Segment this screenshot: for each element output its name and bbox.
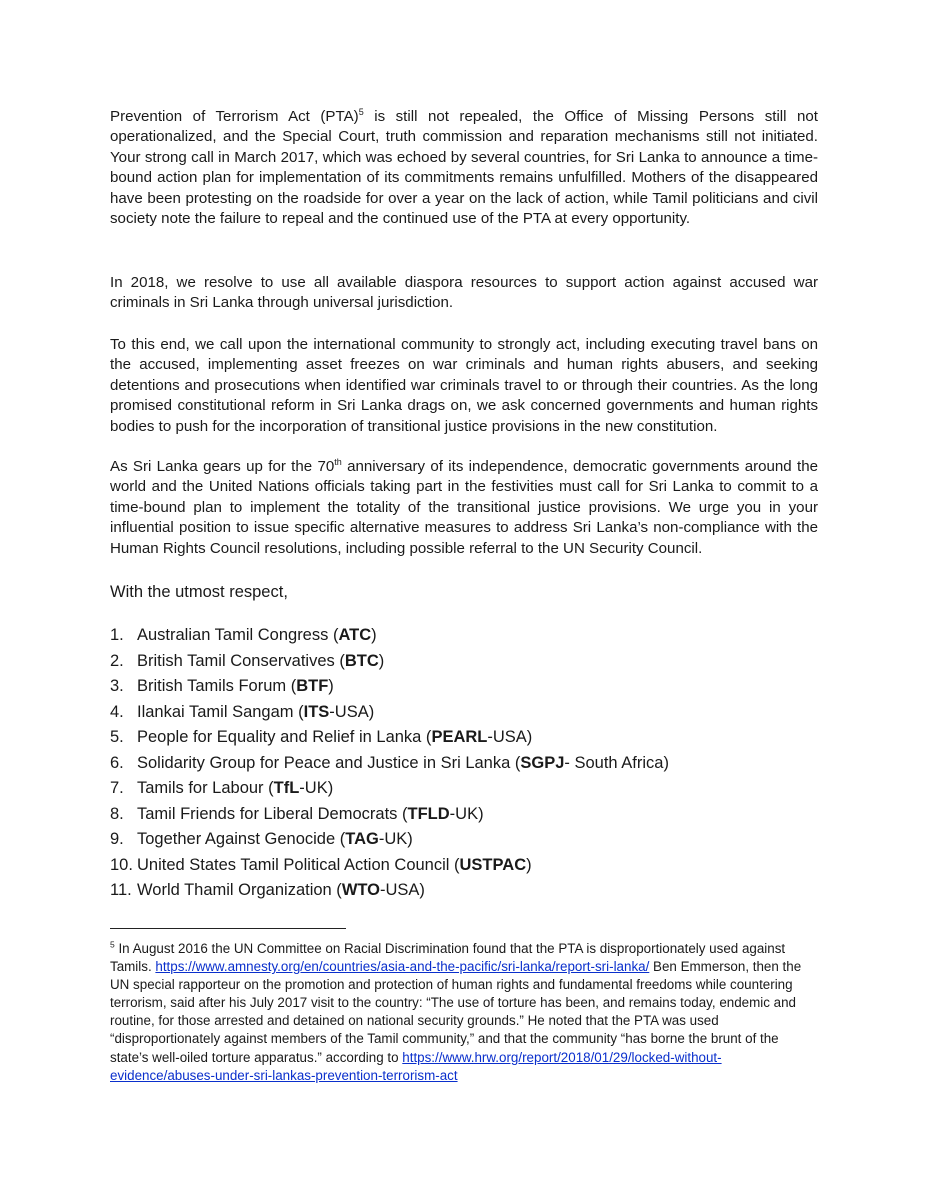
footnote-text: In August 2016 the UN Committee on Racial Discrimination found that the PTA is disproportionately used against Tamils. [110,941,786,975]
list-number: 3. [110,677,124,695]
list-number: 9. [110,830,124,848]
org-name: People for Equality and Relief in Lanka ( [137,728,432,746]
org-abbreviation: SGPJ [520,753,565,772]
footnote-marker: 5 [110,939,115,950]
list-item [110,623,669,649]
ordinal-suffix: th [334,456,342,467]
footnote-separator [110,928,346,929]
org-suffix: - South Africa) [564,753,669,772]
list-item [110,878,669,904]
list-number: 11. [110,881,132,899]
list-number: 10. [110,855,133,874]
org-name: World Thamil Organization ( [137,881,342,899]
list-item [110,649,669,675]
org-suffix: ) [328,677,334,695]
list-number: 7. [110,779,124,797]
org-name: United States Tamil Political Action Council ( [137,855,460,874]
org-suffix: -UK) [378,830,413,848]
paragraph-universal-jurisdiction: In 2018, we resolve to use all available diaspora resources to support action against accused war criminals in Sri Lanka through universal jurisdiction. [110,274,818,312]
list-number: 1. [110,626,124,644]
list-item [110,802,669,828]
list-item [110,700,669,726]
footnote-reference[interactable]: 5 [358,106,364,117]
org-suffix: -USA) [380,881,425,899]
list-item [110,751,669,777]
footnote-text: Ben Emmerson, then the UN special rapporteur on the promotion and protection of human rights and fundamental freedoms while countering terrorism, said after his July 2017 visit to the country: “The use of torture has been, and remains today, endemic and routine, for those arrested and detained on national security grounds.” He noted that the PTA was used “disproportionately against members of the Tamil community,” and that the community “has borne the brunt of the state’s well-oiled torture apparatus.” according to [110,959,802,1065]
org-abbreviation: TfL [273,779,300,797]
list-item [110,725,669,751]
org-abbreviation: WTO [341,881,381,899]
paragraph-text: anniversary of its independence, democratic governments around the world and the United Nations officials taking part in the festivities must call for Sri Lanka to commit to a time-bound plan to implement the totality of the transitional justice provisions. We urge you in your influential position to issue specific alternative measures to address Sri Lanka’s non-compliance with the Human Rights Council resolutions, including possible referral to the UN Security Council. [110,458,818,557]
paragraph-text: As Sri Lanka gears up for the 70 [110,458,335,475]
org-name: British Tamil Conservatives ( [137,651,345,670]
org-suffix: -UK) [449,804,484,823]
org-abbreviation: BTC [344,651,379,670]
paragraph-independence-anniversary [110,457,818,559]
org-suffix: ) [526,855,532,874]
org-name: Australian Tamil Congress ( [137,626,339,644]
org-name: Tamil Friends for Liberal Democrats ( [137,804,408,823]
hrw-report-link[interactable]: https://www.hrw.org/report/2018/01/29/locked-without-evidence/abuses-under-sri-lankas-prevention-terrorism-act [110,1049,722,1083]
org-abbreviation: ATC [338,626,372,644]
org-abbreviation: PEARL [431,728,488,746]
signatory-list [110,623,669,904]
list-item [110,827,669,853]
list-item [110,776,669,802]
org-name: Tamils for Labour ( [137,779,274,797]
org-suffix: ) [371,626,377,644]
list-item [110,674,669,700]
list-number: 2. [110,651,124,670]
org-abbreviation: TAG [345,830,379,848]
org-abbreviation: ITS [303,702,330,721]
closing-salutation: With the utmost respect, [110,583,288,601]
paragraph-text: is still not repealed, the Office of Missing Persons still not operationalized, and the Special Court, truth commission and reparation mechanisms still not initiated. Your strong call in March 2017, which was echoed by several countries, for Sri Lanka to announce a time-bound action plan for implementation of its commitments remains unfulfilled. Mothers of the disappeared have been protesting on the roadside for over a year on the lack of action, while Tamil politicians and civil society note the failure to repeal and the continued use of the PTA at every opportunity. [110,108,818,228]
org-name: Together Against Genocide ( [137,830,346,848]
list-number: 4. [110,702,124,721]
org-suffix: -USA) [487,728,533,746]
footnote [110,940,816,1085]
list-number: 8. [110,804,124,823]
org-abbreviation: TFLD [407,804,450,823]
org-abbreviation: BTF [296,677,329,695]
list-number: 5. [110,728,124,746]
org-name: Solidarity Group for Peace and Justice in Sri Lanka ( [137,753,521,772]
org-suffix: ) [378,651,385,670]
list-item [110,853,669,879]
org-abbreviation: USTPAC [459,855,527,874]
org-name: Ilankai Tamil Sangam ( [137,702,304,721]
paragraph-text: Prevention of Terrorism Act (PTA) [110,108,359,125]
org-name: British Tamils Forum ( [137,677,297,695]
list-number: 6. [110,753,124,772]
org-suffix: -UK) [299,779,334,797]
org-suffix: -USA) [329,702,375,721]
paragraph-call-to-action: To this end, we call upon the international community to strongly act, including executing travel bans on the accused, implementing asset freezes on war criminals and human rights abusers, and seeking detentions and prosecutions when identified war criminals travel to or through their countries. As the long promised constitutional reform in Sri Lanka drags on, we ask concerned governments and human rights bodies to push for the incorporation of transitional justice provisions in the new constitution. [110,336,818,435]
amnesty-report-link[interactable]: https://www.amnesty.org/en/countries/asia-and-the-pacific/sri-lanka/report-sri-lanka/ [155,959,650,975]
paragraph-pta-status [110,107,818,229]
